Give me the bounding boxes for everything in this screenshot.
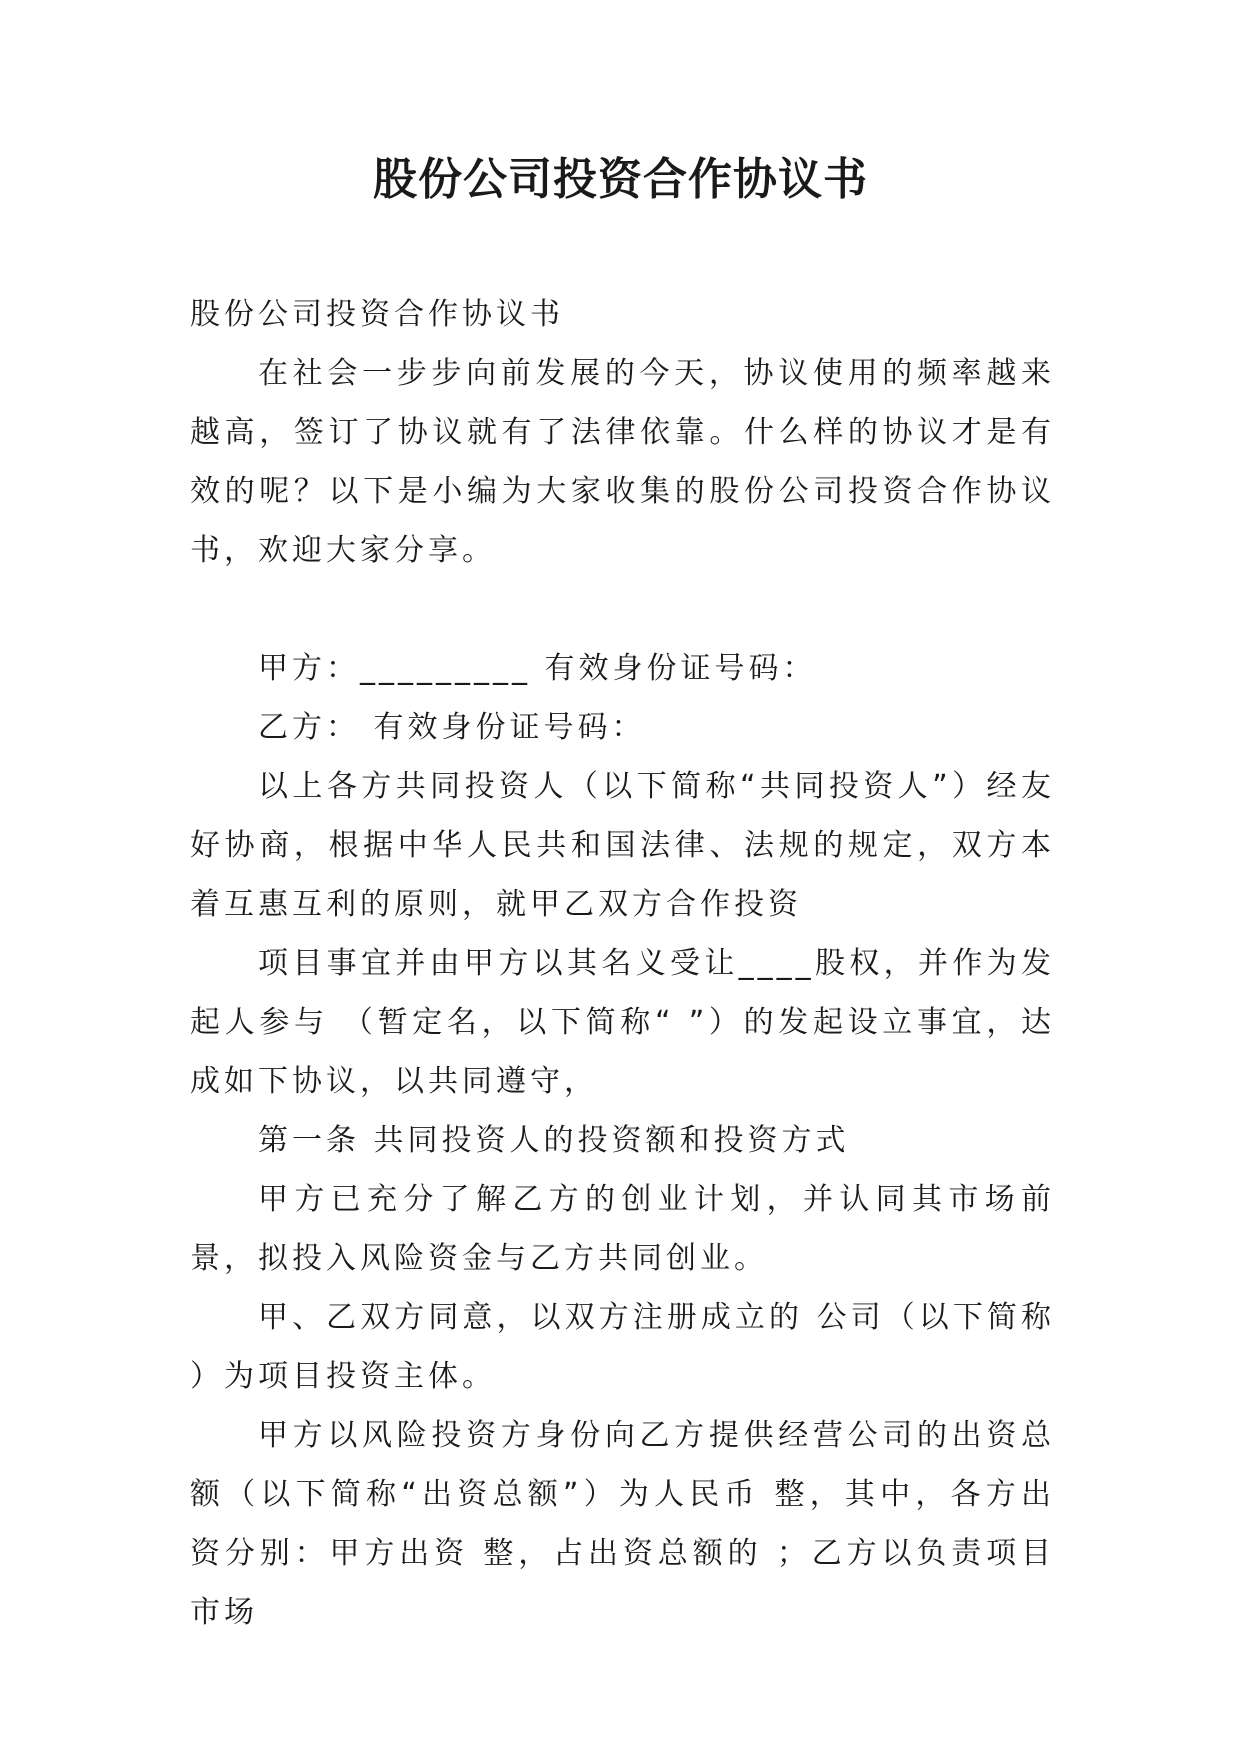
document-subtitle: 股份公司投资合作协议书 — [190, 297, 564, 332]
party-a-id-label: 有效身份证号码： — [531, 651, 817, 686]
investment-entity-paragraph: 甲、乙双方同意，以双方注册成立的 公司（以下简称 ）为项目投资主体。 — [190, 1300, 1055, 1394]
party-a-blank: _________ — [360, 651, 531, 686]
capital-contribution-paragraph: 甲方以风险投资方身份向乙方提供经营公司的出资总额（以下简称“出资总额”）为人民币 整，其中，各方出资分别：甲方出资 整，占出资总额的 ；乙方以负责项目市场 — [190, 1418, 1055, 1630]
paragraph-gap — [190, 580, 1055, 639]
investment-intent-paragraph: 甲方已充分了解乙方的创业计划，并认同其市场前景，拟投入风险资金与乙方共同创业。 — [190, 1182, 1055, 1276]
article-1-heading: 第一条 共同投资人的投资额和投资方式 — [258, 1123, 850, 1158]
document-body — [190, 285, 1055, 1642]
party-a-line — [190, 639, 1055, 698]
party-b-line: 乙方： 有效身份证号码： — [258, 710, 646, 745]
project-paragraph: 项目事宜并由甲方以其名义受让____股权，并作为发起人参与 （暂定名，以下简称“ ”）的发起设立事宜，达成如下协议，以共同遵守， — [190, 946, 1055, 1099]
intro-paragraph: 在社会一步步向前发展的今天，协议使用的频率越来越高，签订了协议就有了法律依靠。什么样的协议才是有效的呢？以下是小编为大家收集的股份公司投资合作协议书，欢迎大家分享。 — [190, 356, 1055, 568]
document-title: 股份公司投资合作协议书 — [373, 154, 868, 205]
cooperation-paragraph: 以上各方共同投资人（以下简称“共同投资人”）经友好协商，根据中华人民共和国法律、法规的规定，双方本着互惠互利的原则，就甲乙双方合作投资 — [190, 769, 1055, 922]
party-a-label: 甲方： — [258, 651, 360, 686]
